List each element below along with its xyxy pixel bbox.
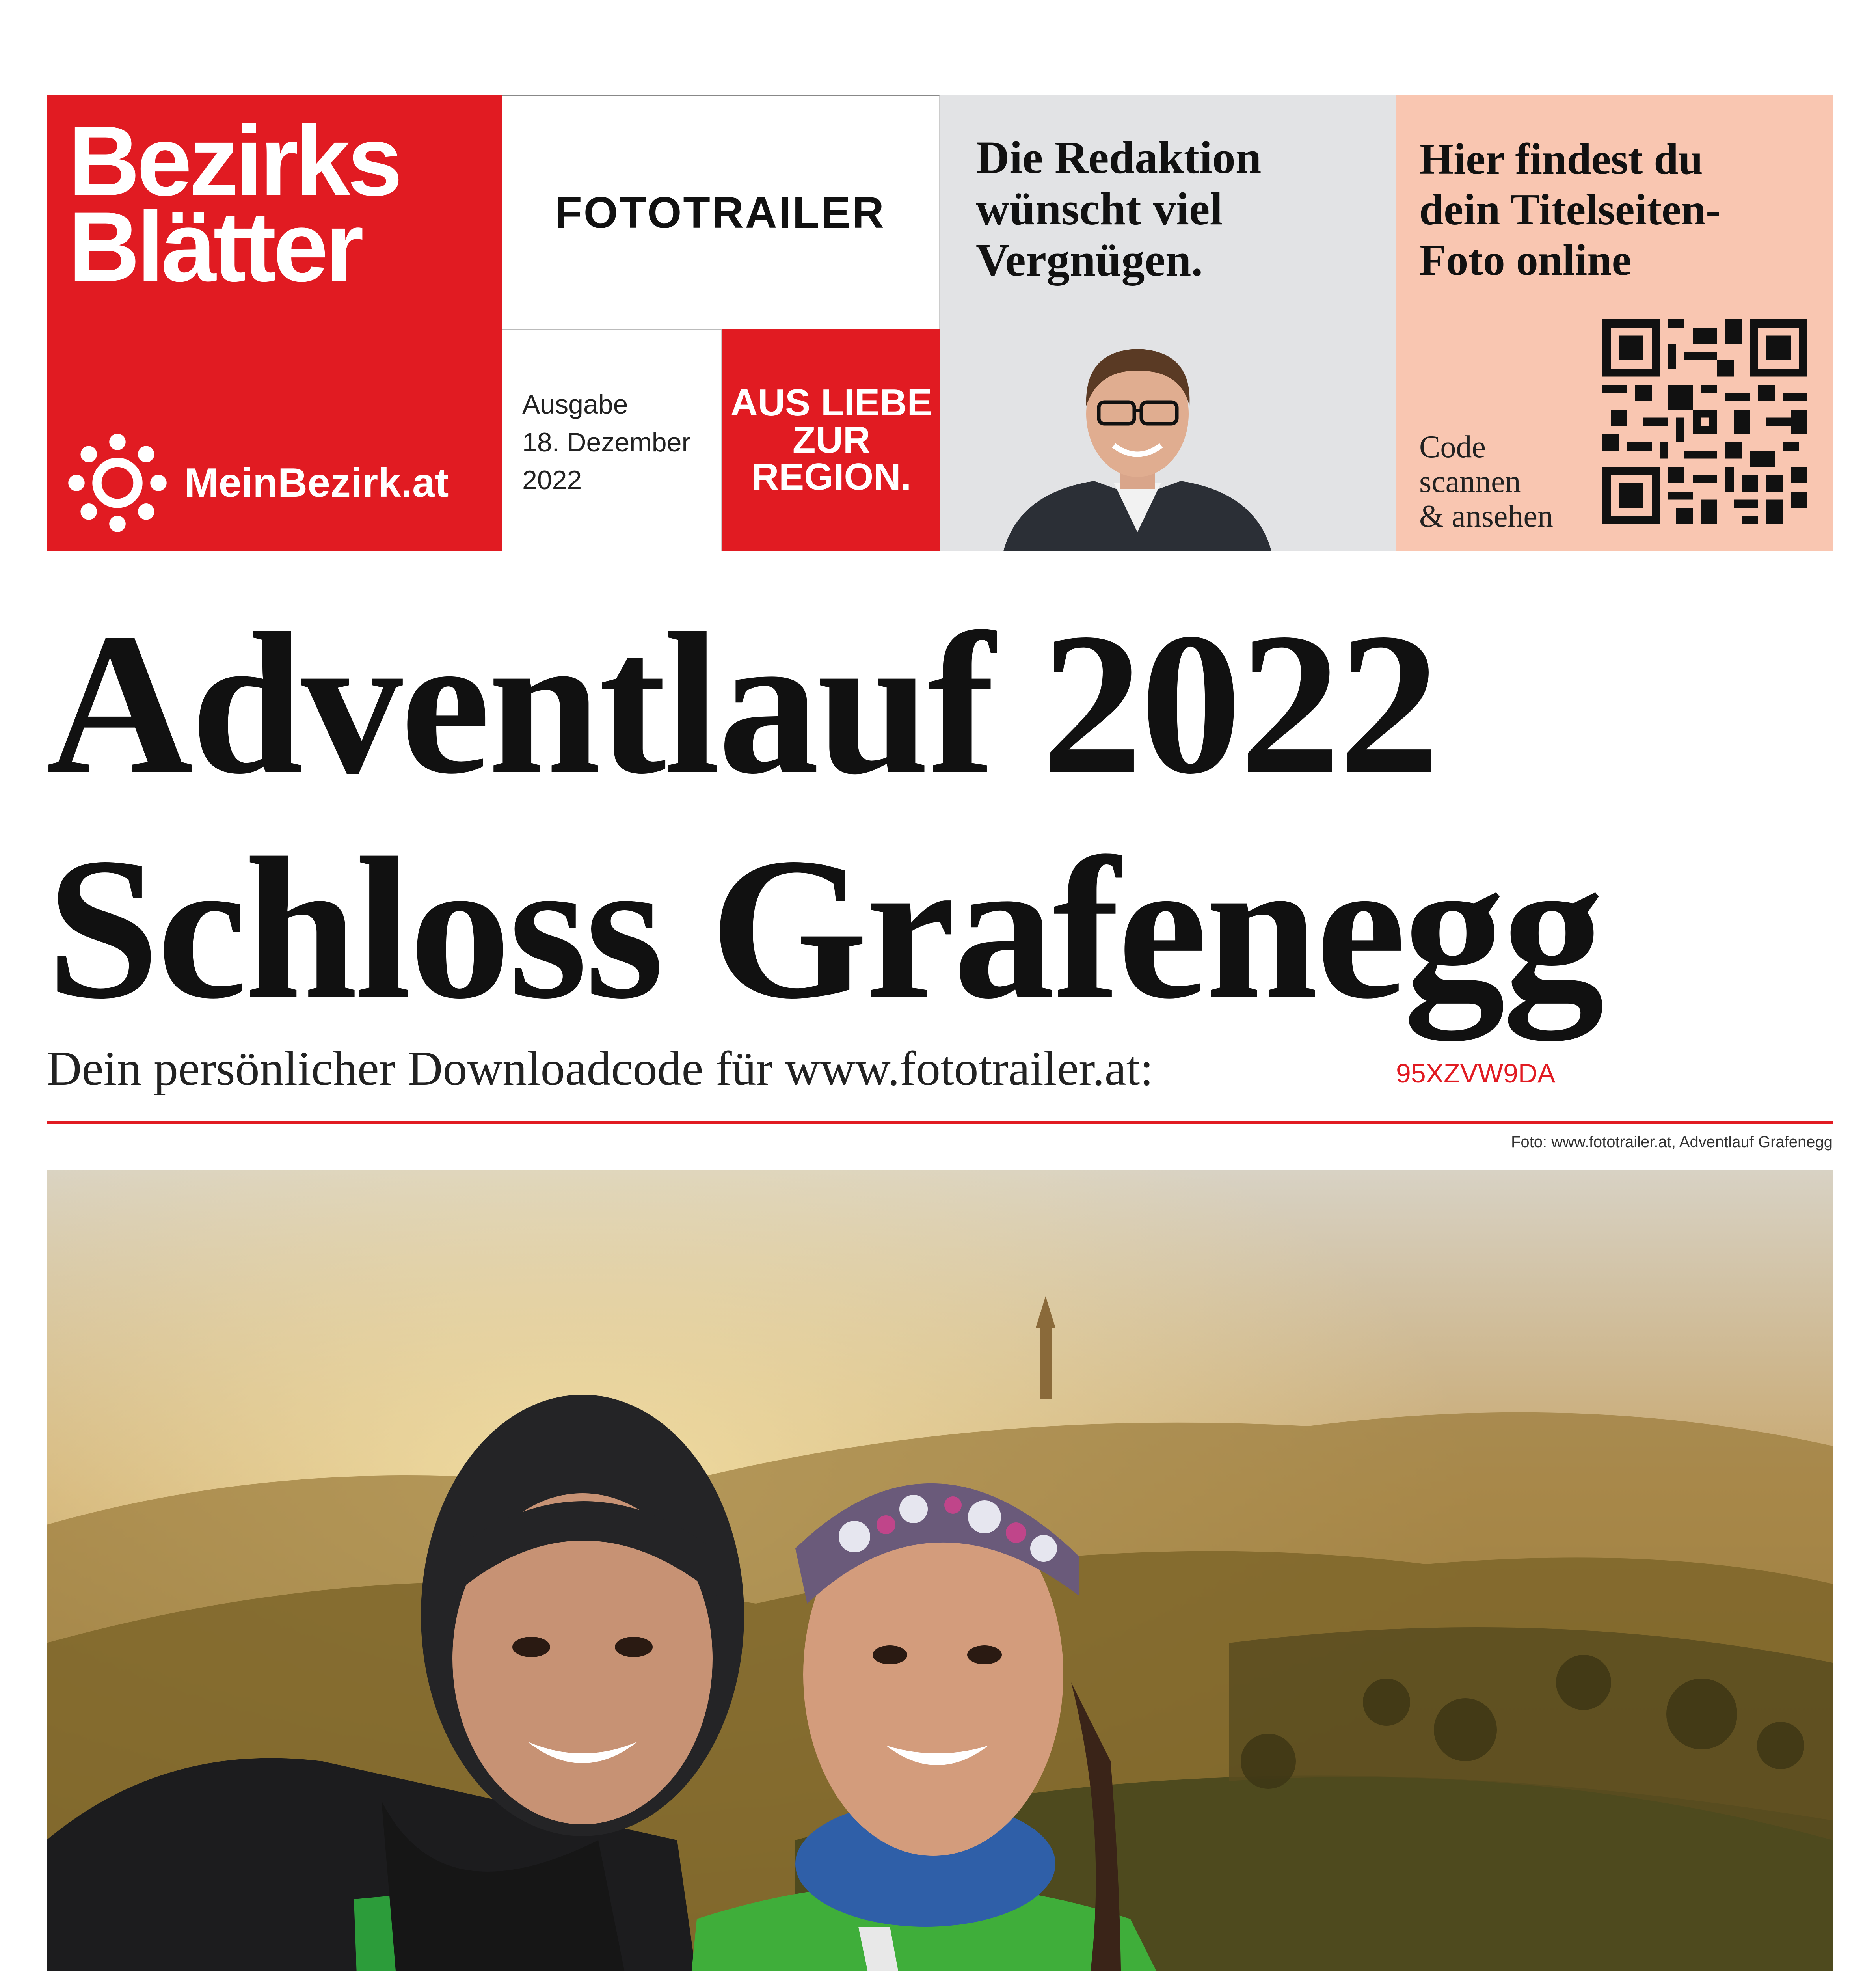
issue-year: 2022 (522, 465, 582, 495)
online-hint (1419, 134, 1720, 285)
meinbezirk-mark (66, 432, 449, 534)
region-slogan (722, 329, 940, 551)
title-line-1: Adventlauf 2022 (47, 591, 1438, 816)
scan-line-1: Code (1419, 430, 1486, 464)
greeting-line-2: wünscht viel (976, 183, 1223, 235)
issue-date: 18. Dezember (522, 427, 691, 457)
online-line-2: dein Titelseiten- (1419, 185, 1721, 234)
logo-line-2: Blätter (68, 192, 361, 302)
section-box (502, 95, 940, 329)
greeting-line-1: Die Redaktion (976, 132, 1262, 183)
divider (47, 1121, 1833, 1124)
scan-hint (1419, 430, 1553, 534)
slogan-line-3: REGION. (751, 456, 912, 498)
section-title: FOTOTRAILER (555, 188, 886, 237)
title-line-2: Schloss Grafenegg (47, 816, 1602, 1041)
scan-line-2: scannen (1419, 464, 1521, 499)
photo-illustration (47, 1170, 1833, 1971)
download-label: Dein persönlicher Downloadcode für www.fototrailer.at: (47, 1041, 1154, 1095)
editorial-greeting (940, 95, 1396, 551)
masthead (47, 95, 1833, 551)
qr-panel (1396, 95, 1833, 551)
greeting-text (976, 132, 1261, 286)
download-code[interactable]: 95XZVW9DA (1396, 1058, 1556, 1088)
online-line-3: Foto online (1419, 236, 1632, 285)
logo-wordmark (68, 106, 400, 302)
page-title (47, 591, 1602, 1041)
slogan-line-1: AUS LIEBE (730, 382, 932, 424)
slogan-line-2: ZUR (792, 419, 871, 461)
online-line-1: Hier findest du (1419, 135, 1703, 184)
bezirksblaetter-logo[interactable] (47, 95, 502, 551)
photo-credit: Foto: www.fototrailer.at, Adventlauf Grafenegg (1511, 1133, 1833, 1151)
issue-label: Ausgabe (522, 389, 628, 419)
qr-code-icon[interactable] (1602, 319, 1807, 524)
editor-portrait (996, 327, 1279, 551)
event-photo (47, 1170, 1833, 1971)
scan-line-3: & ansehen (1419, 499, 1553, 534)
logo-line-1: Bezirks (68, 106, 400, 216)
download-row (47, 1041, 1833, 1100)
greeting-line-3: Vergnügen. (976, 234, 1203, 286)
meinbezirk-label: MeinBezirk.at (184, 460, 449, 506)
issue-info (502, 329, 722, 551)
sun-logo-icon (66, 432, 169, 534)
